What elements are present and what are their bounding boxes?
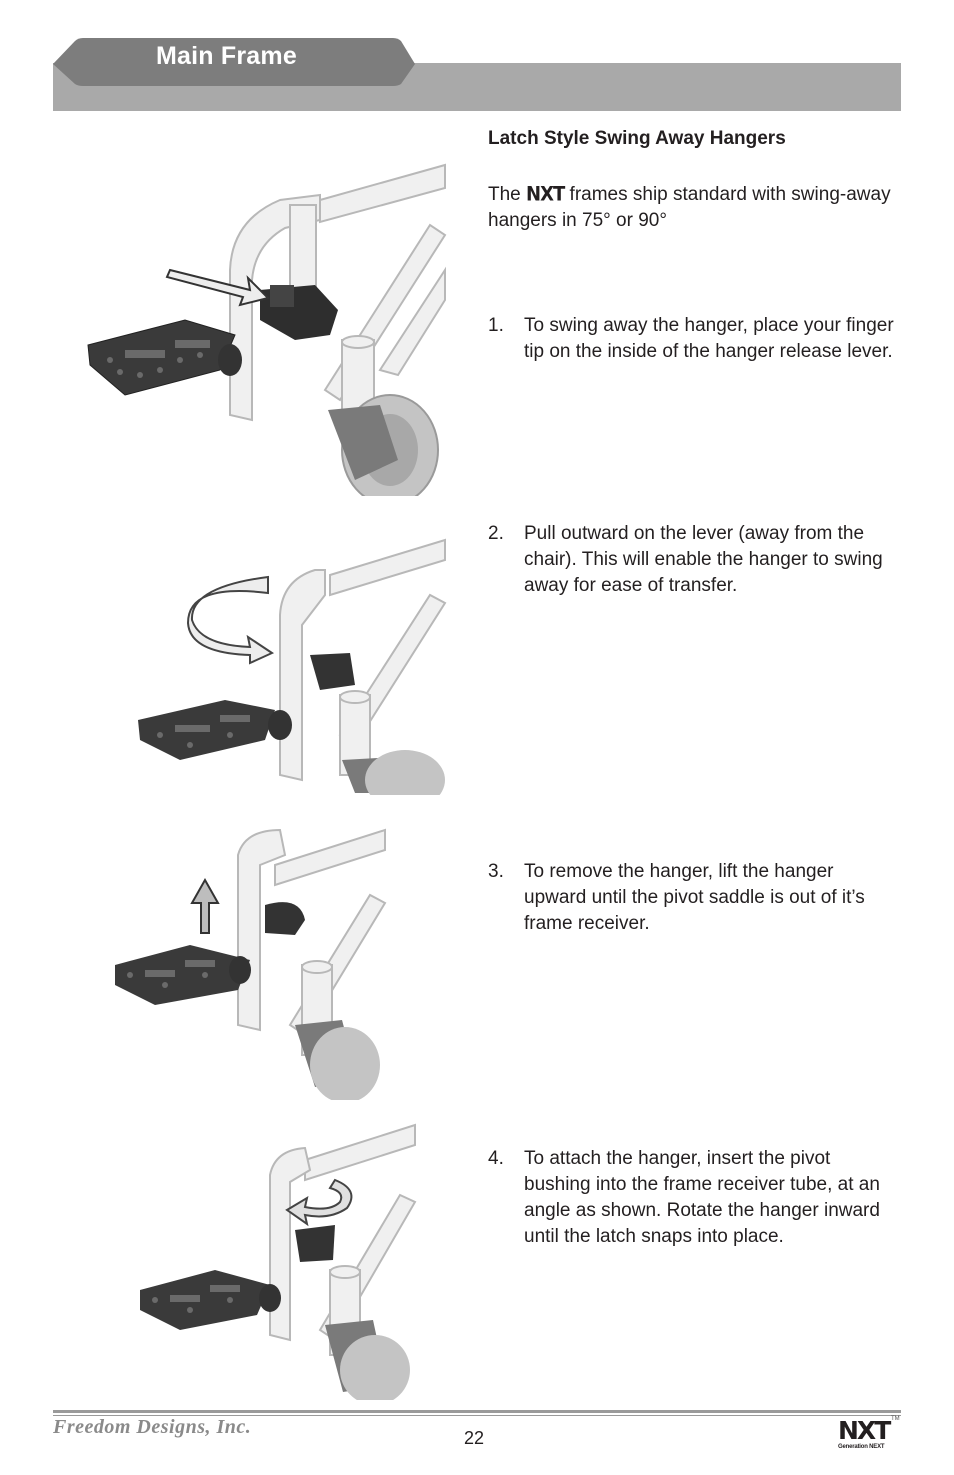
- step-number: 4.: [488, 1148, 504, 1169]
- intro-paragraph: [488, 182, 898, 234]
- step-number: 3.: [488, 861, 504, 882]
- figure-step-1-hanger-release: [80, 160, 450, 496]
- nxt-logo: [836, 1416, 898, 1456]
- step-text: Pull outward on the lever (away from the chair). This will enable the hanger to swing away for ease of transfer.: [524, 523, 883, 596]
- step-number: 1.: [488, 315, 504, 336]
- figure-step-2-swing-away: [130, 535, 450, 795]
- nxt-brand-inline: NXT: [526, 182, 565, 206]
- nxt-logo-mark: NXT: [838, 1416, 890, 1445]
- step-text: To remove the hanger, lift the hanger upward until the pivot saddle is out of it’s frame receiver.: [524, 861, 865, 934]
- nxt-logo-tagline: Generation NEXT: [838, 1444, 885, 1450]
- figure-step-4-attach-hanger: [135, 1120, 420, 1400]
- step-number: 2.: [488, 523, 504, 544]
- footer-company-name: Freedom Designs, Inc.: [53, 1416, 252, 1438]
- step-text: To swing away the hanger, place your finger tip on the inside of the hanger release lever.: [524, 315, 894, 362]
- figure-step-3-lift-hanger: [110, 825, 390, 1100]
- section-subtitle: Latch Style Swing Away Hangers: [488, 128, 786, 149]
- step-text: To attach the hanger, insert the pivot bushing into the frame receiver tube, at an angle as shown. Rotate the hanger inward until the latch snaps into place.: [524, 1148, 880, 1247]
- footer-rule: [53, 1410, 901, 1413]
- intro-text-after: frames ship standard with swing-away hangers in 75° or 90°: [488, 184, 891, 231]
- page-title: Main Frame: [156, 42, 297, 70]
- page-number: 22: [464, 1428, 485, 1448]
- intro-text-before: The: [488, 184, 527, 205]
- nxt-logo-tm: TM: [891, 1416, 900, 1422]
